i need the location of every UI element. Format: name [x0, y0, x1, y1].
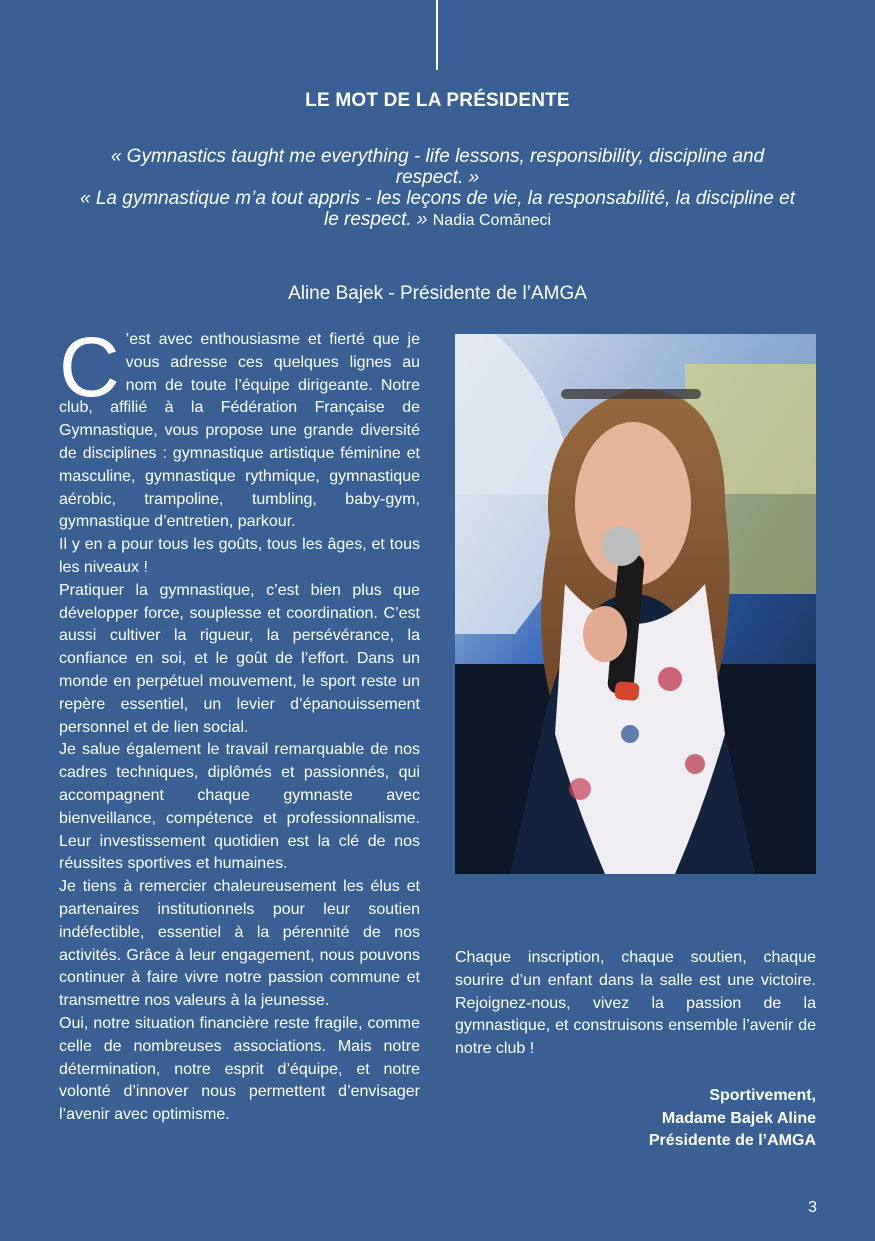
president-photo-illustration: [455, 334, 816, 874]
drop-cap: C: [59, 320, 120, 414]
top-divider-line: [436, 0, 438, 70]
author-subtitle: Aline Bajek - Présidente de l’AMGA: [288, 283, 587, 304]
letter-right-column: [455, 947, 816, 1061]
letter-paragraph: [59, 320, 420, 534]
letter-paragraph: Oui, notre situation financière reste fragile, comme celle de nombreuses associations. Mais notre détermination, notre esprit d’équipe, et notre volonté d’innover nous permettent d’envisager l’avenir avec optimisme.: [59, 1014, 420, 1124]
letter-paragraph: Il y en a pour tous les goûts, tous les âges, et tous les niveaux !: [59, 536, 420, 576]
signature-name: Madame Bajek Aline: [661, 1109, 816, 1127]
quote-author: Nadia Comăneci: [432, 212, 552, 229]
letter-paragraph: Je salue également le travail remarquable de nos cadres techniques, diplômés et passionnés, qui accompagnent chaque gymnaste avec bienveillance, compétence et professionnalisme. Leur investissement quotidien est la clé de nos réussites sportives et humaines.: [59, 741, 420, 873]
epigraph-quote: [80, 146, 795, 231]
signature-closing: Sportivement,: [709, 1087, 816, 1104]
quote-french: « La gymnastique m’a tout appris - les leçons de vie, la responsabilité, la discipline et le respect. »: [80, 188, 795, 230]
letter-paragraph: Chaque inscription, chaque soutien, chaque sourire d’un enfant dans la salle est une victoire. Rejoignez-nous, vivez la passion de la gymnastique, et construisons ensemble l’avenir de notre club !: [455, 949, 816, 1058]
letter-intro: ’est avec enthousiasme et fierté que je vous adresse ces quelques lignes au nom de toute l’équipe dirigeante. Notre club, affilié à la Fédération Française de Gymnastique, vous propose une grande diversité de disciplines : gymnastique artistique féminine et masculine, gymnastique rythmique, gymnastique aérobic, trampoline, tumbling, baby-gym, gymnastique d’entretien, parkour.: [59, 331, 420, 531]
signature-role: Présidente de l’AMGA: [648, 1132, 816, 1149]
letter-left-column: [59, 320, 420, 1127]
president-photo: [455, 334, 816, 874]
letter-paragraph: Pratiquer la gymnastique, c’est bien plus que développer force, souplesse et coordination. C’est aussi cultiver la rigueur, la persévérance, la confiance en soi, et le goût de l’effort. Dans un monde en perpétuel mouvement, le sport reste un repère essentiel, un levier d’épanouissement personnel et de lien social.: [59, 581, 420, 736]
signature-block: [456, 1085, 816, 1153]
page-number: 3: [808, 1199, 817, 1216]
quote-english: « Gymnastics taught me everything - life lessons, responsibility, discipline and respect. »: [110, 146, 765, 188]
page-title: LE MOT DE LA PRÉSIDENTE: [305, 90, 570, 111]
letter-paragraph: Je tiens à remercier chaleureusement les élus et partenaires institutionnels pour leur soutien indéfectible, essentiel à la pérennité de nos activités. Grâce à leur engagement, nous pouvons continuer à faire vivre notre passion commune et transmettre nos valeurs à la jeunesse.: [59, 878, 420, 1010]
